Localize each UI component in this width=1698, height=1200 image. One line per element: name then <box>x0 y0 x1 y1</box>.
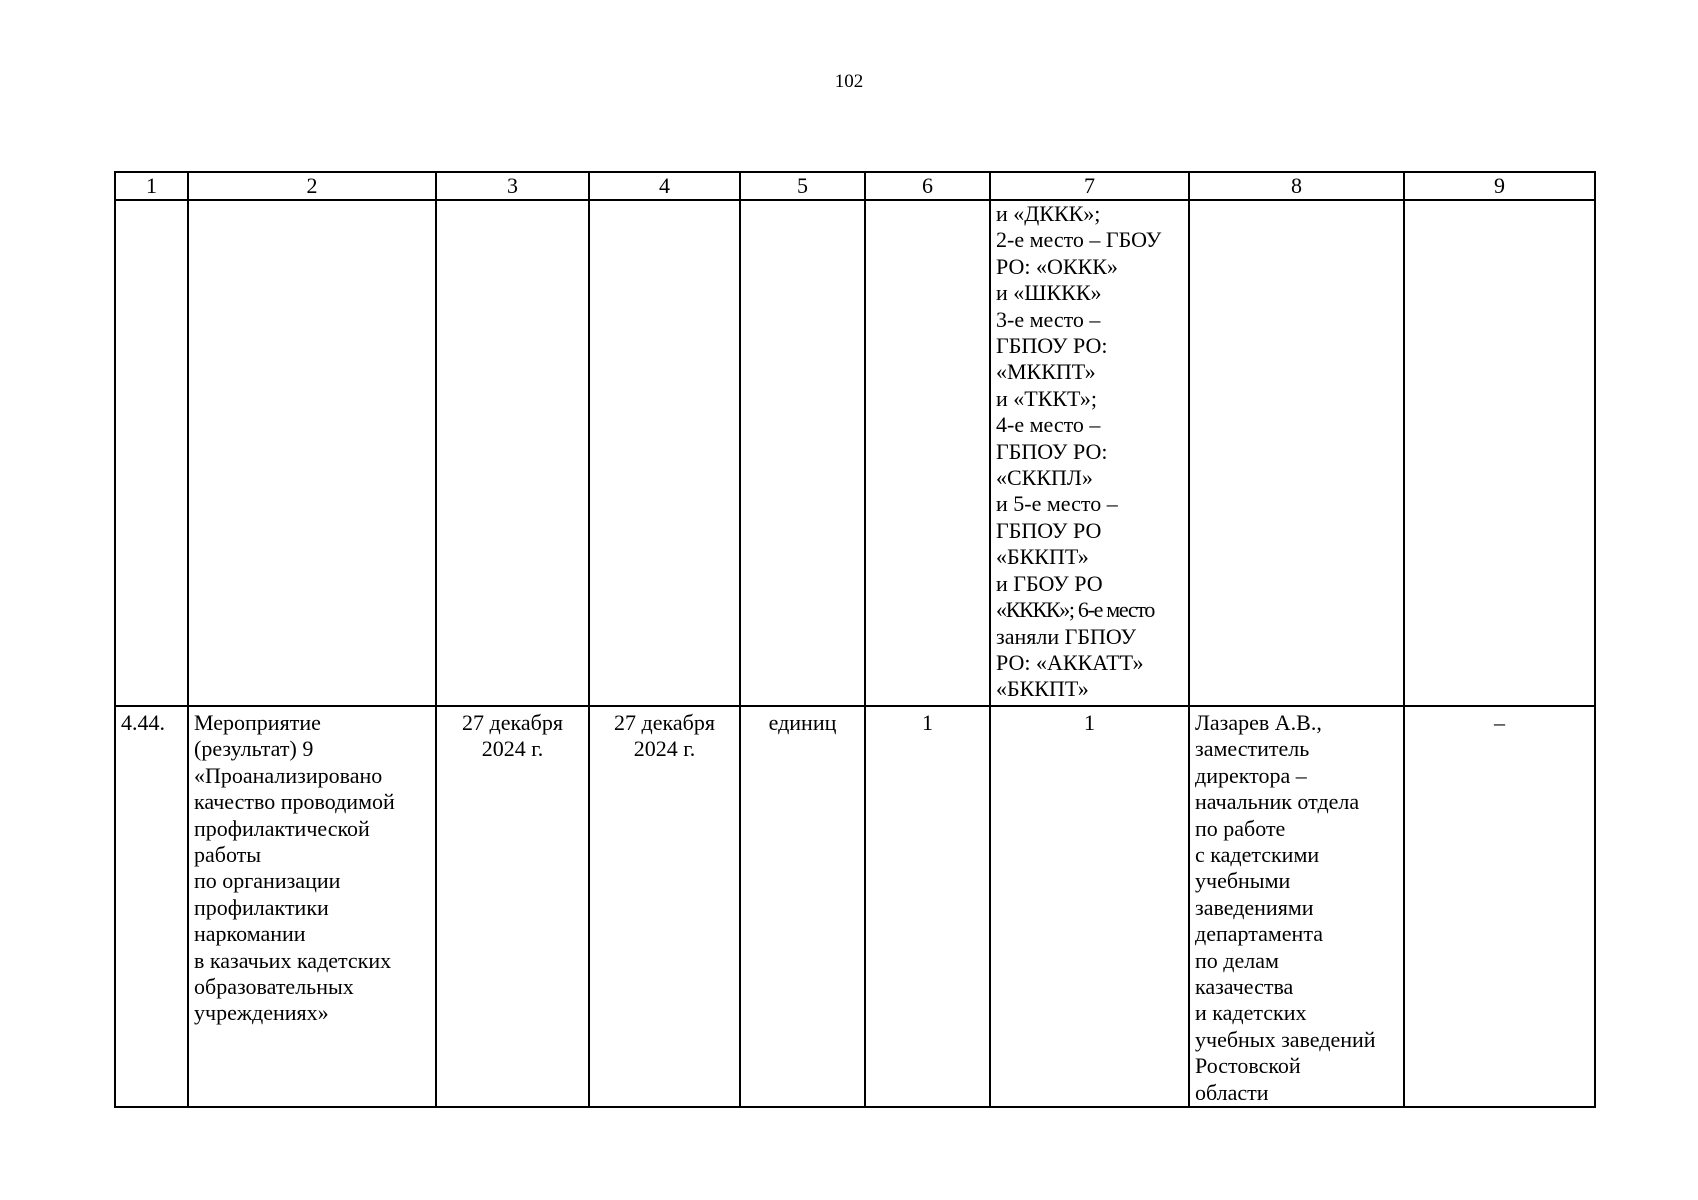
continuation-row <box>115 200 1595 706</box>
responsible-line: заведениями <box>1195 894 1314 920</box>
row-actual-value <box>990 706 1189 1107</box>
description-line: Мероприятие <box>194 710 321 735</box>
results-line: и ГБОУ РО <box>996 570 1103 596</box>
date-actual-line: 27 декабря <box>614 710 715 735</box>
results-line: 4-е место – <box>996 412 1101 438</box>
description-line: (результат) 9 <box>194 736 314 762</box>
row-planned-value <box>865 706 990 1107</box>
description-line: работы <box>194 842 262 868</box>
cont-cell-4 <box>589 200 740 706</box>
row-unit <box>740 706 865 1107</box>
actual-value-text: 1 <box>1084 710 1095 735</box>
description-line: образовательных <box>194 974 354 1000</box>
row-number <box>115 706 188 1107</box>
results-line: и «ШККК» <box>996 280 1102 306</box>
results-line: «БККПТ» <box>996 544 1089 570</box>
results-line: РО: «ОККК» <box>996 253 1118 279</box>
cont-cell-1 <box>115 200 188 706</box>
description-line: по организации <box>194 868 341 894</box>
results-line: 3-е место – <box>996 306 1101 332</box>
date-planned-line: 2024 г. <box>481 736 544 762</box>
responsible-line: Ростовской <box>1195 1053 1301 1079</box>
responsible-line: Лазарев А.В., <box>1195 710 1322 735</box>
responsible-line: с кадетскими <box>1195 842 1320 868</box>
cont-cell-6 <box>865 200 990 706</box>
responsible-line: директора – <box>1195 762 1307 788</box>
column-number-6: 6 <box>865 172 990 200</box>
responsible-line: заместитель <box>1195 736 1310 762</box>
responsible-line: области <box>1195 1079 1269 1105</box>
responsible-line: по делам <box>1195 947 1279 973</box>
results-line: и 5-е место – <box>996 491 1118 517</box>
column-number-9: 9 <box>1404 172 1595 200</box>
row-description <box>188 706 436 1107</box>
responsible-line: по работе <box>1195 815 1286 841</box>
row-note <box>1404 706 1595 1107</box>
column-number-3: 3 <box>436 172 589 200</box>
date-actual-line: 2024 г. <box>633 736 696 762</box>
plan-table <box>114 171 1596 1108</box>
cont-cell-results <box>990 200 1189 706</box>
cont-cell-3 <box>436 200 589 706</box>
column-number-2: 2 <box>188 172 436 200</box>
planned-value-text: 1 <box>922 710 933 735</box>
description-line: в казачьих кадетских <box>194 947 392 973</box>
results-line: и «ДККК»; <box>996 201 1101 226</box>
results-line: ГБПОУ РО <box>996 517 1102 543</box>
row-date-actual <box>589 706 740 1107</box>
column-number-4: 4 <box>589 172 740 200</box>
responsible-line: учебных заведений <box>1195 1026 1376 1052</box>
column-number-1: 1 <box>115 172 188 200</box>
column-number-5: 5 <box>740 172 865 200</box>
row-responsible <box>1189 706 1404 1107</box>
note-text: – <box>1494 710 1505 735</box>
page-number: 102 <box>834 71 864 92</box>
column-number-7: 7 <box>990 172 1189 200</box>
row-number-text: 4.44. <box>121 710 165 735</box>
results-line: 2-е место – ГБОУ <box>996 227 1162 253</box>
column-number-row <box>115 172 1595 200</box>
column-number-8: 8 <box>1189 172 1404 200</box>
unit-text: единиц <box>768 710 837 735</box>
results-line: «МККПТ» <box>996 359 1096 385</box>
description-line: профилактики <box>194 894 329 920</box>
description-line: наркомании <box>194 921 306 947</box>
results-line: и «ТККТ»; <box>996 385 1098 411</box>
cont-cell-5 <box>740 200 865 706</box>
responsible-line: и кадетских <box>1195 1000 1307 1026</box>
row-date-planned <box>436 706 589 1107</box>
responsible-line: казачества <box>1195 974 1294 1000</box>
results-line: заняли ГБПОУ <box>996 623 1137 649</box>
results-line: «СККПЛ» <box>996 465 1093 491</box>
table-row <box>115 706 1595 1107</box>
results-line: «БККПТ» <box>996 676 1089 702</box>
cont-cell-8 <box>1189 200 1404 706</box>
responsible-line: начальник отдела <box>1195 789 1360 815</box>
results-line: ГБПОУ РО: <box>996 438 1108 464</box>
cont-cell-9 <box>1404 200 1595 706</box>
results-line: «КККК»; 6-е место <box>996 597 1155 623</box>
description-line: учреждениях» <box>194 1000 329 1026</box>
responsible-line: учебными <box>1195 868 1291 894</box>
description-line: «Проанализировано <box>194 762 383 788</box>
description-line: качество проводимой <box>194 789 395 815</box>
results-line: ГБПОУ РО: <box>996 333 1108 359</box>
results-line: РО: «АККАТТ» <box>996 649 1144 675</box>
responsible-line: департамента <box>1195 921 1323 947</box>
date-planned-line: 27 декабря <box>462 710 563 735</box>
description-line: профилактической <box>194 815 370 841</box>
cont-cell-2 <box>188 200 436 706</box>
